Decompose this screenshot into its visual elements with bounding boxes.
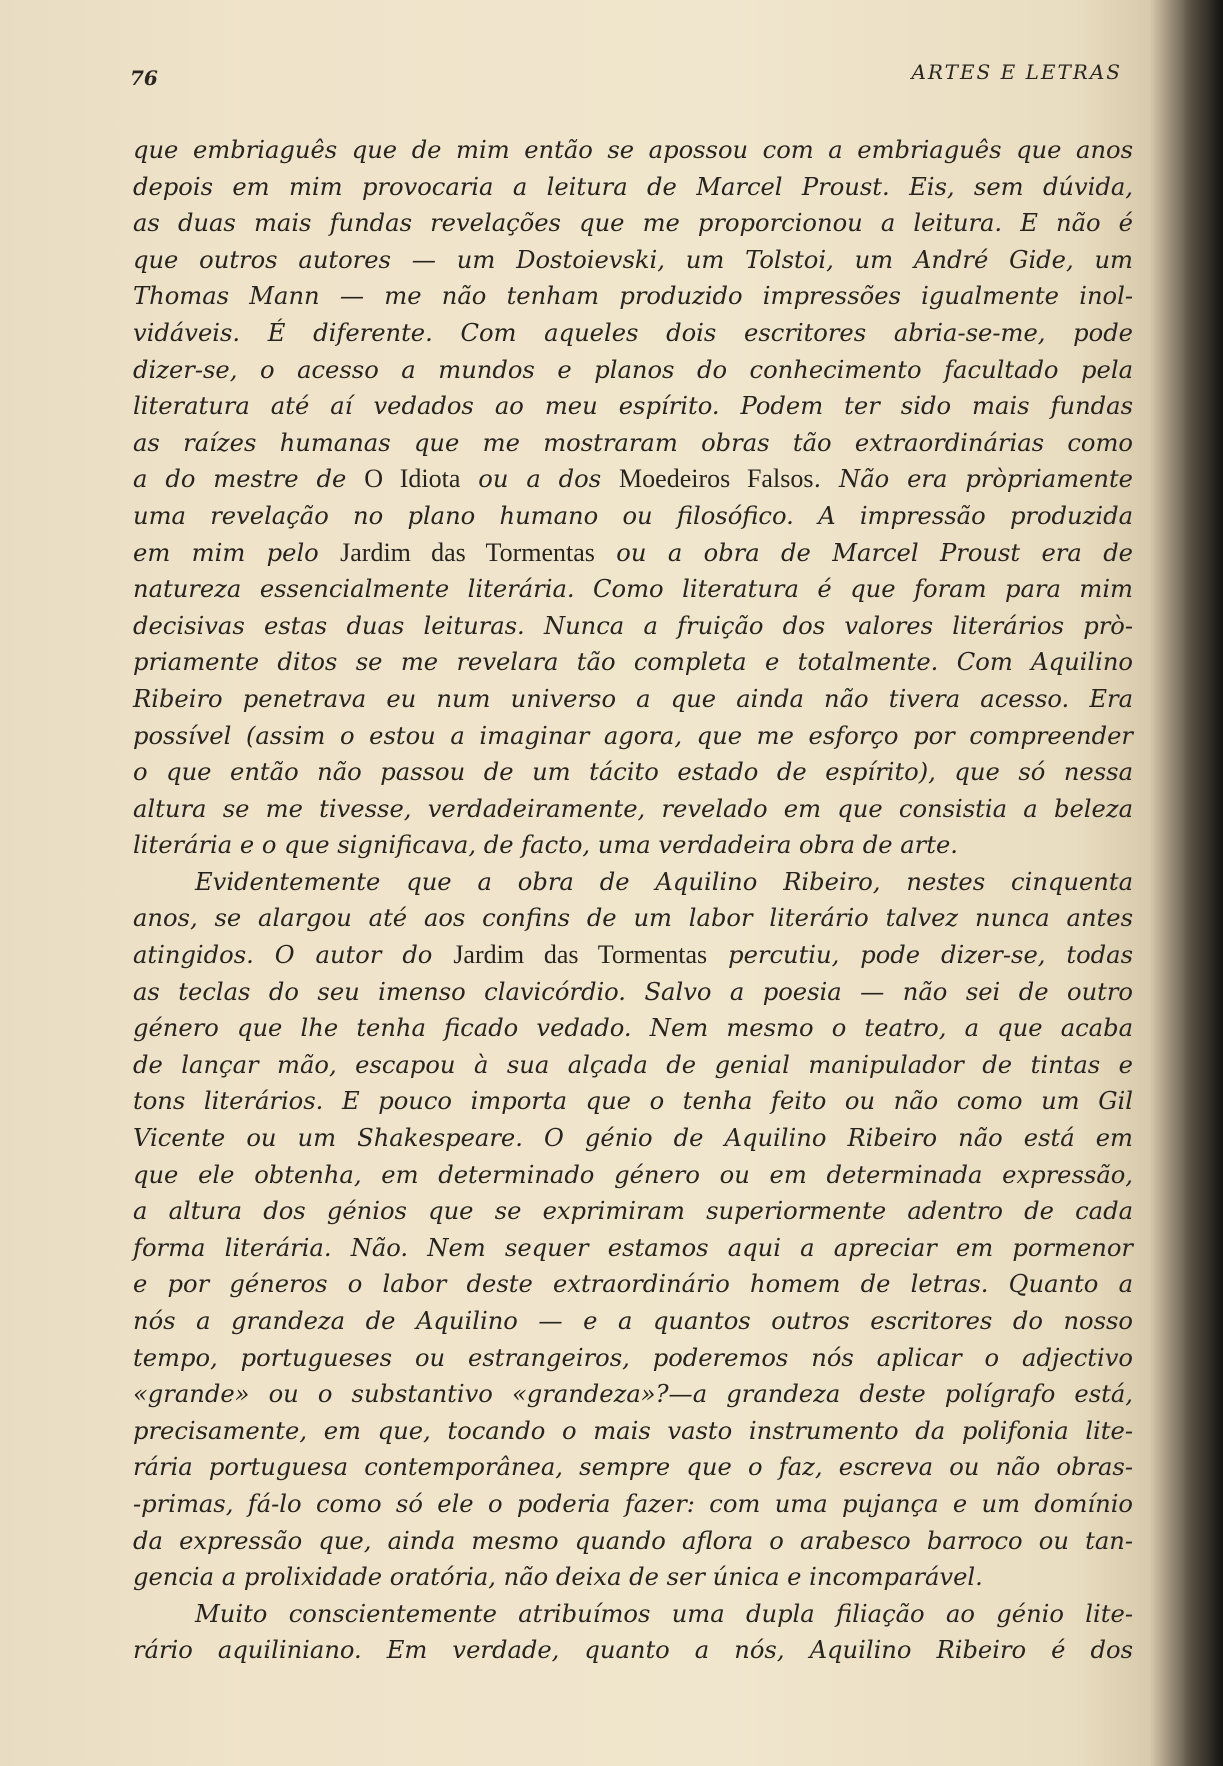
- text-line: [133, 608, 1133, 645]
- book-title: Jardim das Tormentas: [453, 940, 708, 970]
- text-run: rária portuguesa contemporânea, sempre que o faz, escreva ou não obras-: [133, 1453, 1133, 1482]
- text-line: [133, 1230, 1133, 1267]
- text-run: género que lhe tenha ficado vedado. Nem mesmo o teatro, a que acaba: [133, 1014, 1133, 1043]
- text-line: [133, 1193, 1133, 1230]
- text-run: tempo, portugueses ou estrangeiros, poderemos nós aplicar o adjectivo: [133, 1343, 1133, 1372]
- text-line: [133, 1376, 1133, 1413]
- text-line: [133, 205, 1133, 242]
- text-line: [133, 352, 1133, 389]
- text-run: que embriaguês que de mim então se apossou com a embriaguês que anos: [133, 136, 1133, 164]
- text-run: a altura dos génios que se exprimiram superiormente adentro de cada: [133, 1197, 1133, 1226]
- page-header: [0, 0, 1190, 110]
- text-line: [133, 1120, 1133, 1157]
- text-run: ou a dos: [460, 465, 620, 494]
- text-line: [133, 1596, 1133, 1633]
- text-line: [133, 1413, 1133, 1450]
- text-run: anos, se alargou até aos confins de um labor literário talvez nunca antes: [133, 904, 1133, 933]
- text-line: [133, 1486, 1133, 1523]
- text-line: [133, 498, 1133, 535]
- text-line: [133, 791, 1133, 828]
- text-run: as duas mais fundas revelações que me proporcionou a leitura. E não é: [133, 209, 1133, 238]
- text-line: [133, 900, 1133, 937]
- text-line: [133, 827, 1133, 864]
- text-run: Evidentemente que a obra de Aquilino Ribeiro, nestes cinquenta: [195, 867, 1133, 896]
- text-run: natureza essencialmente literária. Como literatura é que foram para mim: [133, 575, 1133, 604]
- text-run: possível (assim o estou a imaginar agora, que me esforço por compreender: [133, 721, 1133, 750]
- text-run: «grande» ou o substantivo «grandeza»?—a grandeza deste polígrafo está,: [133, 1380, 1133, 1409]
- text-line: [133, 132, 1133, 169]
- text-run: de lançar mão, escapou à sua alçada de genial manipulador de tintas e: [133, 1050, 1133, 1079]
- running-head: ARTES E LETRAS: [911, 60, 1122, 84]
- text-line: [133, 1266, 1133, 1303]
- text-run: tons literários. E pouco importa que o tenha feito ou não como um Gil: [133, 1087, 1133, 1116]
- text-line: [133, 681, 1133, 718]
- text-run: . Não era pròpriamente: [813, 465, 1133, 494]
- text-run: priamente ditos se me revelara tão completa e totalmente. Com Aquilino: [133, 648, 1133, 677]
- text-line: [133, 278, 1133, 315]
- text-run: vidáveis. É diferente. Com aqueles dois escritores abria-se-me, pode: [133, 318, 1133, 347]
- text-line: [133, 937, 1133, 974]
- text-line: [133, 974, 1133, 1011]
- book-title: Moedeiros Falsos: [619, 464, 814, 494]
- text-run: Vicente ou um Shakespeare. O génio de Aquilino Ribeiro não está em: [133, 1124, 1133, 1153]
- text-run: Ribeiro penetrava eu num universo a que ainda não tivera acesso. Era: [133, 684, 1133, 713]
- text-line: [133, 718, 1133, 755]
- text-run: literária e o que significava, de facto, uma verdadeira obra de arte.: [133, 831, 958, 860]
- text-line: [133, 315, 1133, 352]
- text-run: as raízes humanas que me mostraram obras tão extraordinárias como: [133, 428, 1133, 457]
- text-run: Thomas Mann — me não tenham produzido impressões igualmente inol-: [133, 282, 1133, 311]
- paragraph: [133, 864, 1133, 1596]
- text-line: [133, 1303, 1133, 1340]
- text-run: em mim pelo: [133, 538, 341, 567]
- paragraph: [133, 1596, 1133, 1669]
- text-run: altura se me tivesse, verdadeiramente, revelado em que consistia a beleza: [133, 794, 1133, 823]
- body-text: [133, 132, 1133, 1669]
- text-line: [133, 864, 1133, 901]
- text-line: [133, 1449, 1133, 1486]
- text-run: a do mestre de: [133, 465, 365, 494]
- text-run: rário aquiliniano. Em verdade, quanto a nós, Aquilino Ribeiro é dos: [133, 1636, 1133, 1665]
- text-line: [133, 1632, 1133, 1669]
- text-line: [133, 754, 1133, 791]
- text-line: [133, 1340, 1133, 1377]
- text-line: [133, 1010, 1133, 1047]
- text-run: que ele obtenha, em determinado género ou em determinada expressão,: [133, 1160, 1133, 1189]
- text-line: [133, 388, 1133, 425]
- text-run: atingidos. O autor do: [133, 941, 454, 970]
- text-run: -primas, fá-lo como só ele o poderia fazer: com uma pujança e um domínio: [133, 1489, 1133, 1518]
- text-line: [133, 1559, 1133, 1596]
- text-line: [133, 242, 1133, 279]
- text-line: [133, 1523, 1133, 1560]
- book-title: O Idiota: [364, 464, 461, 494]
- book-title: Jardim das Tormentas: [340, 537, 595, 567]
- text-line: [133, 425, 1133, 462]
- text-run: ou a obra de Marcel Proust era de: [594, 538, 1133, 567]
- text-line: [133, 535, 1133, 572]
- text-run: forma literária. Não. Nem sequer estamos aqui a apreciar em pormenor: [133, 1233, 1133, 1262]
- text-run: dizer-se, o acesso a mundos e planos do conhecimento facultado pela: [133, 355, 1133, 384]
- text-run: decisivas estas duas leituras. Nunca a fruição dos valores literários prò-: [133, 611, 1133, 640]
- text-line: [133, 169, 1133, 206]
- text-line: [133, 461, 1133, 498]
- text-line: [133, 1047, 1133, 1084]
- text-run: da expressão que, ainda mesmo quando aflora o arabesco barroco ou tan-: [133, 1526, 1133, 1555]
- text-line: [133, 644, 1133, 681]
- text-run: gencia a prolixidade oratória, não deixa de ser única e incomparável.: [133, 1563, 983, 1592]
- text-run: nós a grandeza de Aquilino — e a quantos outros escritores do nosso: [133, 1307, 1133, 1335]
- text-run: que outros autores — um Dostoievski, um Tolstoi, um André Gide, um: [133, 245, 1133, 274]
- text-run: as teclas do seu imenso clavicórdio. Salvo a poesia — não sei de outro: [133, 977, 1133, 1006]
- text-run: precisamente, em que, tocando o mais vasto instrumento da polifonia lite-: [133, 1416, 1133, 1445]
- text-run: literatura até aí vedados ao meu espírito. Podem ter sido mais fundas: [133, 392, 1133, 421]
- binding-edge-shadow: [1183, 0, 1223, 1766]
- paragraph: [133, 132, 1133, 864]
- text-line: [133, 1083, 1133, 1120]
- text-run: e por géneros o labor deste extraordinário homem de letras. Quanto a: [133, 1270, 1133, 1299]
- text-run: depois em mim provocaria a leitura de Marcel Proust. Eis, sem dúvida,: [133, 172, 1133, 201]
- text-run: Muito conscientemente atribuímos uma dupla filiação ao génio lite-: [195, 1599, 1133, 1628]
- text-run: uma revelação no plano humano ou filosófico. A impressão produzida: [133, 501, 1133, 530]
- text-line: [133, 571, 1133, 608]
- text-run: o que então não passou de um tácito estado de espírito), que só nessa: [133, 758, 1133, 787]
- text-line: [133, 1157, 1133, 1194]
- text-run: percutiu, pode dizer-se, todas: [707, 941, 1134, 970]
- page-number: 76: [130, 66, 158, 90]
